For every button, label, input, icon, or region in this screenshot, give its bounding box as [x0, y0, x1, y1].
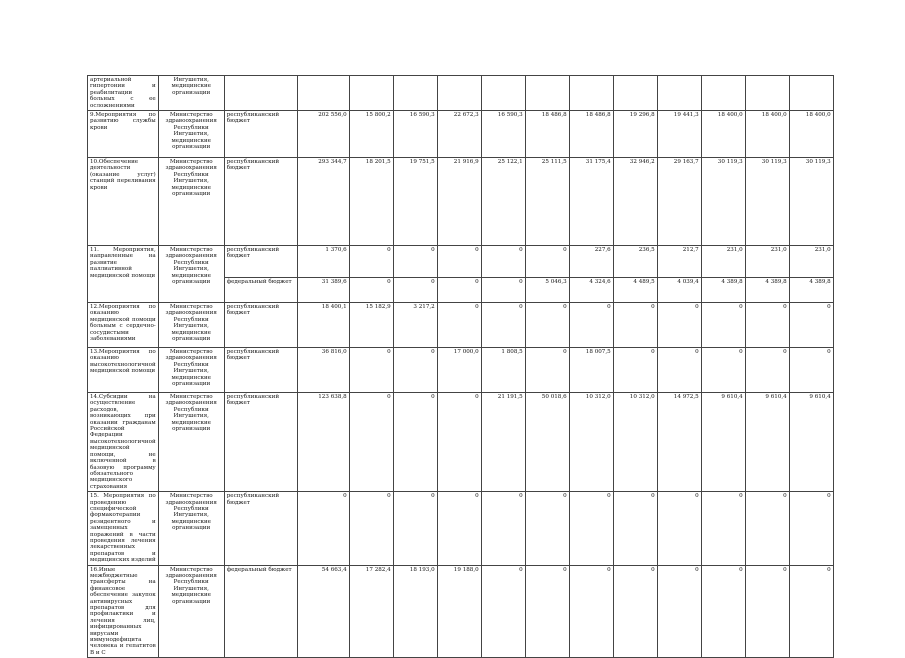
- amount-cell: 212,7: [657, 246, 701, 278]
- executor-cell: Ингушетия, медицинские организации: [158, 76, 224, 111]
- funding-source-cell: республиканский бюджет: [224, 348, 297, 393]
- amount-cell: [349, 76, 393, 111]
- funding-source-cell: [224, 76, 297, 111]
- amount-cell: 0: [393, 246, 437, 278]
- table-row: [88, 303, 834, 348]
- amount-cell: 0: [349, 393, 393, 492]
- amount-cell: 0: [393, 393, 437, 492]
- amount-cell: 5 046,3: [525, 278, 569, 303]
- amount-cell: 0: [657, 492, 701, 565]
- funding-source-cell: федеральный бюджет: [224, 278, 297, 303]
- amount-cell: 0: [657, 303, 701, 348]
- amount-cell: 15 182,9: [349, 303, 393, 348]
- amount-cell: [525, 76, 569, 111]
- amount-cell: 9 610,4: [745, 393, 789, 492]
- amount-cell: 293 344,7: [297, 158, 349, 246]
- amount-cell: 0: [481, 278, 525, 303]
- amount-cell: 4 039,4: [657, 278, 701, 303]
- executor-cell: Министерство здравоохранения Республики Ингушетия, медицинские организации: [158, 565, 224, 658]
- amount-cell: 236,5: [613, 246, 657, 278]
- amount-cell: 17 282,4: [349, 565, 393, 658]
- amount-cell: 3 217,2: [393, 303, 437, 348]
- table-row: [88, 393, 834, 492]
- measure-name-cell: 12.Мероприятия по оказанию медицинской помощи больным с сердечно-сосудистыми заболеваниями: [88, 303, 159, 348]
- funding-source-cell: республиканский бюджет: [224, 111, 297, 158]
- amount-cell: 18 486,8: [525, 111, 569, 158]
- executor-cell: Министерство здравоохранения Республики Ингушетия, медицинские организации: [158, 111, 224, 158]
- amount-cell: 0: [745, 348, 789, 393]
- amount-cell: 32 946,2: [613, 158, 657, 246]
- amount-cell: 4 324,6: [569, 278, 613, 303]
- amount-cell: 0: [613, 565, 657, 658]
- table-row: [88, 565, 834, 658]
- amount-cell: [745, 76, 789, 111]
- amount-cell: 4 389,8: [745, 278, 789, 303]
- amount-cell: 0: [789, 348, 833, 393]
- amount-cell: 18 201,5: [349, 158, 393, 246]
- amount-cell: 16 590,3: [481, 111, 525, 158]
- measure-name-cell: 13.Мероприятия по оказанию высокотехнологичной медицинской помощи: [88, 348, 159, 393]
- amount-cell: 0: [481, 303, 525, 348]
- amount-cell: 19 296,8: [613, 111, 657, 158]
- amount-cell: 16 590,3: [393, 111, 437, 158]
- amount-cell: 0: [525, 565, 569, 658]
- amount-cell: 0: [349, 246, 393, 278]
- amount-cell: 0: [349, 278, 393, 303]
- table-row: [88, 246, 834, 278]
- amount-cell: 0: [437, 278, 481, 303]
- amount-cell: 4 389,8: [701, 278, 745, 303]
- amount-cell: 30 119,3: [701, 158, 745, 246]
- amount-cell: 18 400,0: [745, 111, 789, 158]
- amount-cell: 50 018,6: [525, 393, 569, 492]
- budget-table: [87, 75, 834, 658]
- amount-cell: 0: [437, 246, 481, 278]
- amount-cell: 231,0: [701, 246, 745, 278]
- amount-cell: 0: [701, 348, 745, 393]
- amount-cell: 25 122,1: [481, 158, 525, 246]
- amount-cell: [569, 76, 613, 111]
- amount-cell: 0: [613, 348, 657, 393]
- amount-cell: 4 389,8: [789, 278, 833, 303]
- amount-cell: 0: [701, 492, 745, 565]
- measure-name-cell: 14.Субсидии на осуществление расходов, возникающих при оказании гражданам Российской Федерации высокотехнологичной медицинской помощи, не включенной в базовую программу обязательного медицинского страхования: [88, 393, 159, 492]
- amount-cell: 19 441,3: [657, 111, 701, 158]
- executor-cell: Министерство здравоохранения Республики Ингушетия, медицинские организации: [158, 246, 224, 303]
- table-row: [88, 76, 834, 111]
- amount-cell: 54 663,4: [297, 565, 349, 658]
- amount-cell: 0: [525, 348, 569, 393]
- amount-cell: 21 191,5: [481, 393, 525, 492]
- amount-cell: 18 007,5: [569, 348, 613, 393]
- amount-cell: 202 556,0: [297, 111, 349, 158]
- amount-cell: 31 389,6: [297, 278, 349, 303]
- amount-cell: [437, 76, 481, 111]
- funding-source-cell: республиканский бюджет: [224, 393, 297, 492]
- amount-cell: [657, 76, 701, 111]
- table-row: [88, 158, 834, 246]
- funding-source-cell: республиканский бюджет: [224, 303, 297, 348]
- amount-cell: 10 312,0: [569, 393, 613, 492]
- amount-cell: 0: [745, 565, 789, 658]
- executor-cell: Министерство здравоохранения Республики Ингушетия, медицинские организации: [158, 158, 224, 246]
- amount-cell: 9 610,4: [789, 393, 833, 492]
- amount-cell: 30 119,3: [789, 158, 833, 246]
- measure-name-cell: 15. Мероприятия по проведению специфической формакотерапии резидентного и замещенных поражений в части проведения лечения лекарственных препаратов и медицинских изделий: [88, 492, 159, 565]
- amount-cell: [393, 76, 437, 111]
- amount-cell: 0: [525, 492, 569, 565]
- funding-source-cell: федеральный бюджет: [224, 565, 297, 658]
- amount-cell: 0: [569, 303, 613, 348]
- amount-cell: 1 370,6: [297, 246, 349, 278]
- amount-cell: 18 400,1: [297, 303, 349, 348]
- funding-source-cell: республиканский бюджет: [224, 492, 297, 565]
- amount-cell: 0: [789, 303, 833, 348]
- amount-cell: 36 816,0: [297, 348, 349, 393]
- budget-table-body: [88, 76, 834, 658]
- amount-cell: 0: [525, 303, 569, 348]
- amount-cell: 0: [437, 303, 481, 348]
- amount-cell: 227,6: [569, 246, 613, 278]
- amount-cell: 0: [569, 492, 613, 565]
- amount-cell: 0: [393, 348, 437, 393]
- amount-cell: 18 193,0: [393, 565, 437, 658]
- amount-cell: 25 111,5: [525, 158, 569, 246]
- amount-cell: 0: [569, 565, 613, 658]
- amount-cell: [789, 76, 833, 111]
- table-row: [88, 492, 834, 565]
- amount-cell: 10 312,0: [613, 393, 657, 492]
- amount-cell: [701, 76, 745, 111]
- amount-cell: 18 400,0: [789, 111, 833, 158]
- amount-cell: 0: [349, 492, 393, 565]
- amount-cell: 0: [613, 303, 657, 348]
- amount-cell: 231,0: [745, 246, 789, 278]
- amount-cell: 1 808,5: [481, 348, 525, 393]
- amount-cell: 0: [789, 565, 833, 658]
- amount-cell: 9 610,4: [701, 393, 745, 492]
- table-row: [88, 348, 834, 393]
- amount-cell: 0: [613, 492, 657, 565]
- executor-cell: Министерство здравоохранения Республики Ингушетия, медицинские организации: [158, 492, 224, 565]
- amount-cell: 0: [525, 246, 569, 278]
- funding-source-cell: республиканский бюджет: [224, 158, 297, 246]
- amount-cell: 17 000,0: [437, 348, 481, 393]
- amount-cell: 15 800,2: [349, 111, 393, 158]
- measure-name-cell: 9.Мероприятия по развитию службы крови: [88, 111, 159, 158]
- amount-cell: 0: [745, 492, 789, 565]
- amount-cell: 19 188,0: [437, 565, 481, 658]
- amount-cell: 30 119,3: [745, 158, 789, 246]
- amount-cell: 0: [393, 492, 437, 565]
- amount-cell: 0: [657, 565, 701, 658]
- amount-cell: 231,0: [789, 246, 833, 278]
- amount-cell: 0: [481, 565, 525, 658]
- measure-name-cell: 10.Обеспечение деятельности (оказание услуг) станций переливания крови: [88, 158, 159, 246]
- amount-cell: 4 489,5: [613, 278, 657, 303]
- amount-cell: 18 400,0: [701, 111, 745, 158]
- funding-source-cell: республиканский бюджет: [224, 246, 297, 278]
- amount-cell: 0: [701, 303, 745, 348]
- measure-name-cell: 16.Иные межбюджетные трансферты на финансовое обеспечение закупок антивирусных препаратов для профилактики и лечения лиц, инфицированных вирусами иммунодефицита человека и гепатитов В и С: [88, 565, 159, 658]
- amount-cell: 0: [297, 492, 349, 565]
- amount-cell: 0: [437, 393, 481, 492]
- table-row: [88, 111, 834, 158]
- amount-cell: 0: [481, 492, 525, 565]
- measure-name-cell: артериальной гипертонии и реабилитации больных с ее осложнениями: [88, 76, 159, 111]
- measure-name-cell: 11. Мероприятия, направленные на развитие паллиативной медицинской помощи: [88, 246, 159, 303]
- amount-cell: 21 916,9: [437, 158, 481, 246]
- amount-cell: 31 175,4: [569, 158, 613, 246]
- amount-cell: 0: [701, 565, 745, 658]
- amount-cell: 0: [789, 492, 833, 565]
- amount-cell: 18 486,8: [569, 111, 613, 158]
- amount-cell: [613, 76, 657, 111]
- amount-cell: 14 972,5: [657, 393, 701, 492]
- amount-cell: 0: [393, 278, 437, 303]
- amount-cell: 19 751,5: [393, 158, 437, 246]
- amount-cell: 123 638,8: [297, 393, 349, 492]
- amount-cell: [481, 76, 525, 111]
- amount-cell: 0: [481, 246, 525, 278]
- amount-cell: 0: [349, 348, 393, 393]
- executor-cell: Министерство здравоохранения Республики Ингушетия, медицинские организации: [158, 303, 224, 348]
- amount-cell: [297, 76, 349, 111]
- amount-cell: 0: [437, 492, 481, 565]
- executor-cell: Министерство здравоохранения Республики Ингушетия, медицинские организации: [158, 348, 224, 393]
- executor-cell: Министерство здравоохранения Республики Ингушетия, медицинские организации: [158, 393, 224, 492]
- amount-cell: 22 672,3: [437, 111, 481, 158]
- amount-cell: 0: [745, 303, 789, 348]
- amount-cell: 0: [657, 348, 701, 393]
- amount-cell: 29 163,7: [657, 158, 701, 246]
